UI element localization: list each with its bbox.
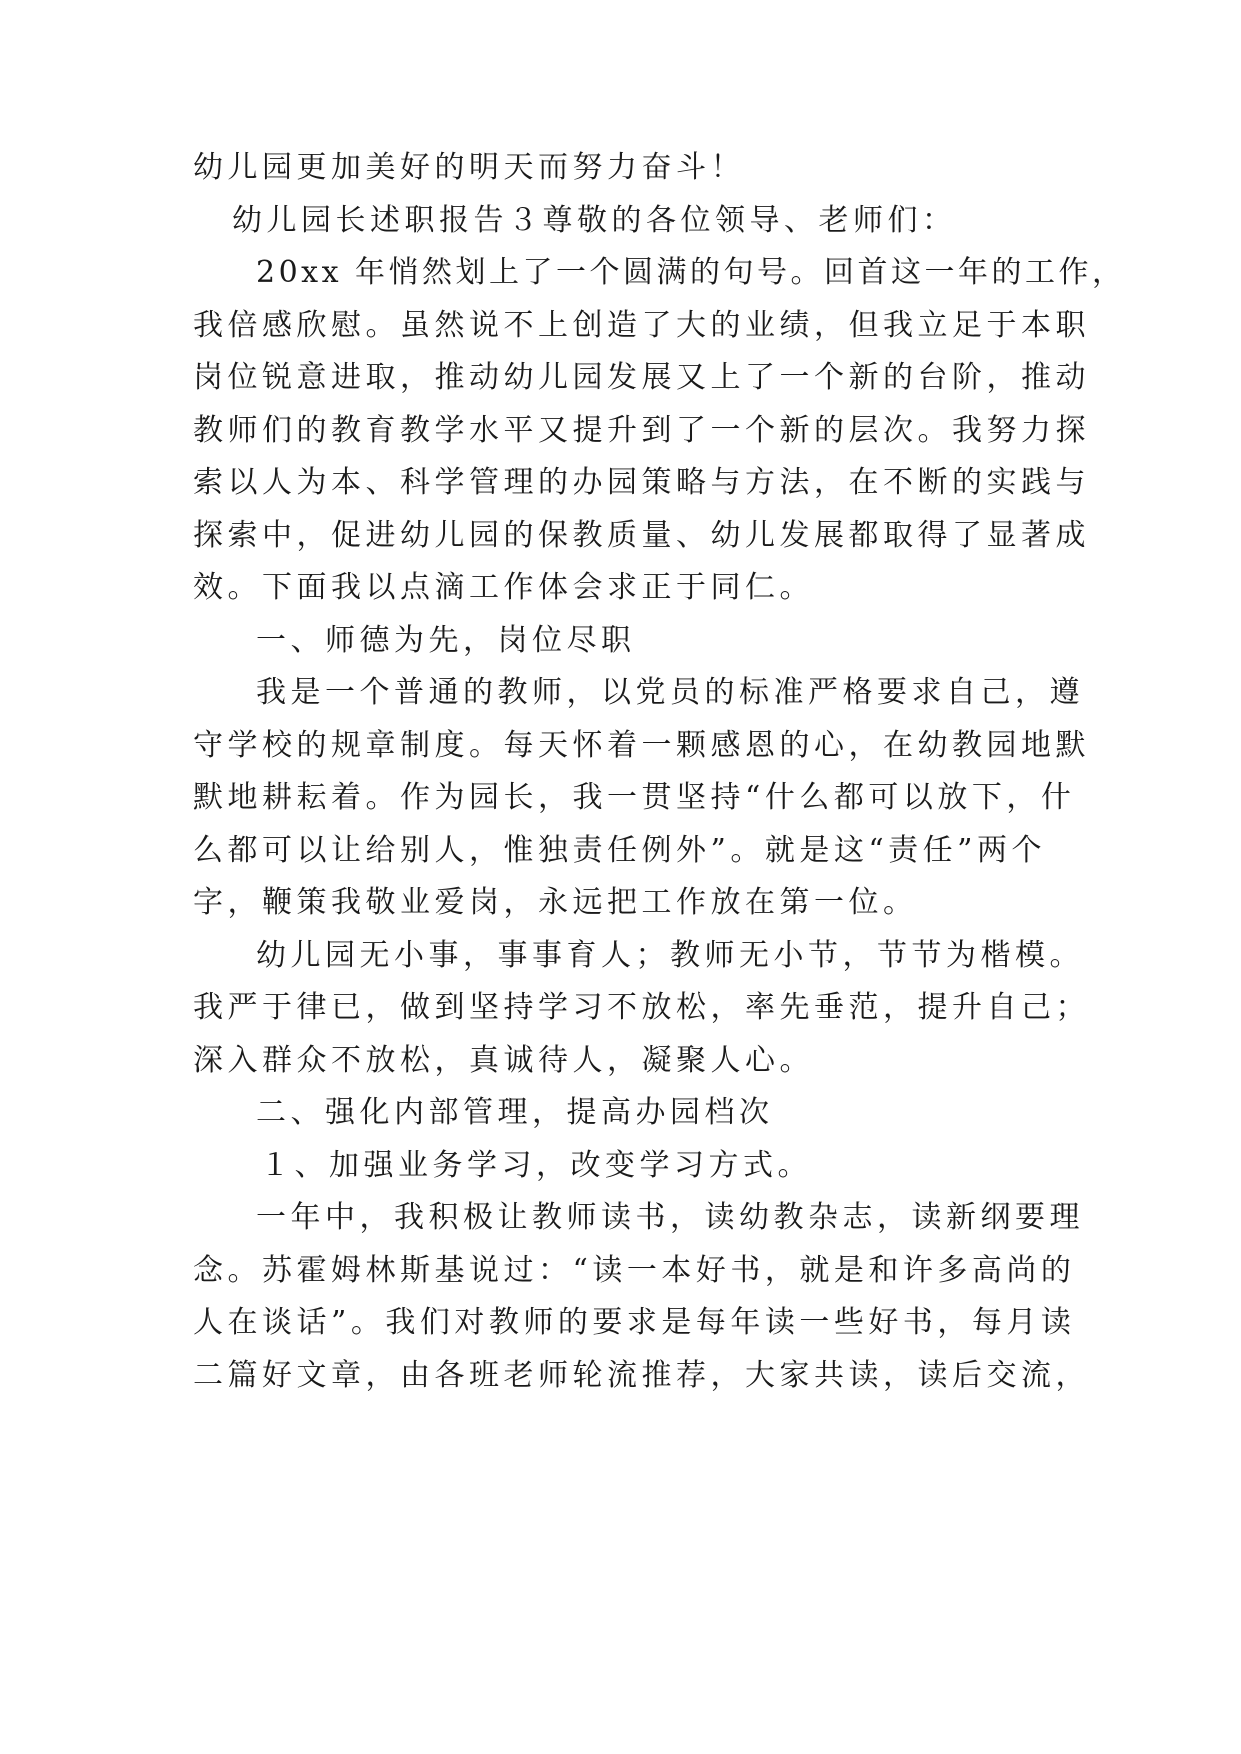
text-line-21: 一年中，我积极让教师读书，读幼教杂志，读新纲要理 xyxy=(256,1200,1084,1235)
text-line-14: 么都可以让给别人，惟独责任例外”。就是这“责任”两个 xyxy=(193,833,1047,868)
text-line-8: 探索中，促进幼儿园的保教质量、幼儿发展都取得了显著成 xyxy=(193,518,1090,553)
text-line-1: 幼儿园更加美好的明天而努力奋斗！ xyxy=(193,150,745,185)
text-line-18: 深入群众不放松，真诚待人，凝聚人心。 xyxy=(193,1043,814,1078)
text-line-13: 默地耕耘着。作为园长，我一贯坚持“什么都可以放下，什 xyxy=(193,780,1076,815)
text-line-5: 岗位锐意进取，推动幼儿园发展又上了一个新的台阶，推动 xyxy=(193,360,1090,395)
section-heading-1: 一、师德为先，岗位尽职 xyxy=(256,623,636,658)
subsection-heading-1: １、加强业务学习，改变学习方式。 xyxy=(260,1148,812,1183)
section-heading-2: 二、强化内部管理，提高办园档次 xyxy=(256,1095,774,1130)
text-line-2: 幼儿园长述职报告３尊敬的各位领导、老师们： xyxy=(232,203,957,238)
text-line-17: 我严于律已，做到坚持学习不放松，率先垂范，提升自己； xyxy=(193,990,1090,1025)
text-line-3: 20xx 年悄然划上了一个圆满的句号。回首这一年的工作， xyxy=(256,255,1126,290)
text-line-16: 幼儿园无小事，事事育人；教师无小节，节节为楷模。 xyxy=(256,938,1084,973)
text-line-24: 二篇好文章，由各班老师轮流推荐，大家共读，读后交流， xyxy=(193,1358,1090,1393)
text-line-12: 守学校的规章制度。每天怀着一颗感恩的心，在幼教园地默 xyxy=(193,728,1090,763)
text-line-7: 索以人为本、科学管理的办园策略与方法，在不断的实践与 xyxy=(193,465,1090,500)
text-line-11: 我是一个普通的教师，以党员的标准严格要求自己，遵 xyxy=(256,675,1084,710)
text-line-6: 教师们的教育教学水平又提升到了一个新的层次。我努力探 xyxy=(193,413,1090,448)
text-line-9: 效。下面我以点滴工作体会求正于同仁。 xyxy=(193,570,814,605)
text-line-22: 念。苏霍姆林斯基说过：“读一本好书，就是和许多高尚的 xyxy=(193,1253,1076,1288)
text-line-23: 人在谈话”。我们对教师的要求是每年读一些好书，每月读 xyxy=(193,1305,1076,1340)
text-line-4: 我倍感欣慰。虽然说不上创造了大的业绩，但我立足于本职 xyxy=(193,308,1090,343)
text-line-15: 字，鞭策我敬业爱岗，永远把工作放在第一位。 xyxy=(193,885,918,920)
